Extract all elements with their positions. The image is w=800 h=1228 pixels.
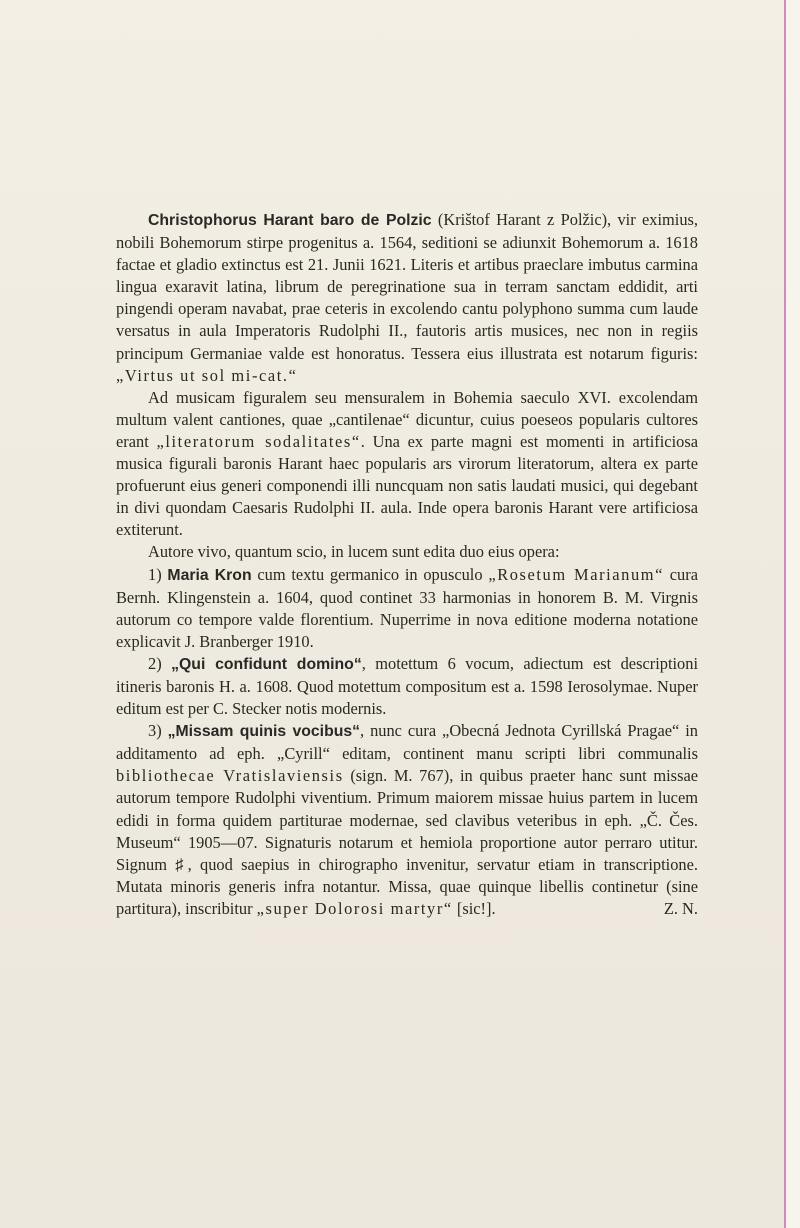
page-margin xyxy=(786,0,800,1228)
item-text-a: , nunc cura „Obecná Jednota Cyrillská Pragae“ in additamento ad eph. „Cyrill“ editam, continent manu scripti libri communalis xyxy=(116,721,698,764)
document-body xyxy=(116,209,698,920)
list-item-maria-kron xyxy=(116,564,698,653)
cantiones-text-a: Ad musicam figuralem seu mensuralem in Bohemia saeculo XVI. excolendam multum valent cantiones, quae „cantilenae“ dicuntur, cuius poeseos popularis cultores erant xyxy=(116,387,698,451)
paragraph-intro xyxy=(116,209,698,387)
cantiones-text-b: . Una ex parte magni est momenti in artificiosa musica figurali baronis Harant haec popularis ars virorum literatorum, altera ex parte profuerunt eius generi componendi illi nuncquam non satis laudati musici, qui degebant in divi quondam Caesaris Rudolphi II. aula. Inde opera baronis Harant vere artificiosa extiterunt. xyxy=(116,431,698,540)
motto: „Virtus ut sol mi-cat.“ xyxy=(116,365,298,385)
rosetum-title: „Rosetum Marianum“ xyxy=(488,564,665,584)
paragraph-opera: Autore vivo, quantum scio, in lucem sunt edita duo eius opera: xyxy=(148,542,560,562)
work-title: „Missam quinis vocibus“ xyxy=(167,723,361,741)
paragraph-cantiones xyxy=(116,387,698,542)
signature: Z. N. xyxy=(663,899,698,918)
list-item-qui-confidunt xyxy=(116,653,698,720)
author-name: Christophorus Harant baro de Polzic xyxy=(148,212,432,229)
work-title: Maria Kron xyxy=(167,566,252,584)
item-text-b: cura Bernh. Klingenstein a. 1604, quod continet 33 harmonias in honorem B. M. Virgnis autorum co tempore valde florentium. Nuperrime in nova editione moderna notatione explicavit J. Branberger 1910. xyxy=(116,564,698,651)
item-text-c: [sic!]. xyxy=(452,898,496,918)
page-edge-line xyxy=(784,0,786,1228)
missa-title: „super Dolorosi martyr“ xyxy=(256,898,453,918)
item-number: 2) xyxy=(148,653,172,673)
item-text-b: , motettum 6 vocum, adiectum est descriptioni itineris baronis H. a. 1608. Quod motettum compositum est a. 1598 Ierosolymae. Nuper editum est per C. Stecker notis modernis. xyxy=(116,653,698,719)
item-number: 1) xyxy=(148,564,168,584)
item-number: 3) xyxy=(148,721,168,741)
bibliotheca: bibliothecae Vratislaviensis xyxy=(116,766,344,786)
intro-text: (Krištof Harant z Polžic), vir eximius, nobili Bohemorum stirpe progenitus a. 1564, seditioni se adiunxit Bohemorum a. 1618 factae et gladio extinctus est 21. Junii 1621. Literis et artibus praeclare imbutus carmina lingua exaravit latina, librum de peregrinatione sua in terram sanctam eddidit, arti pingendi operam navabat, prae ceteris in excolendo cantu polyphono summa cum laude versatus in aula Imperatoris Rudolphi II., fautoris artis musices, nec non in regiis principum Germaniae valde est honoratus. Tessera eius illustrata est notarum figuris: xyxy=(116,210,698,363)
work-title: „Qui confidunt domino“ xyxy=(171,655,362,673)
list-item-missa xyxy=(116,720,698,920)
item-text-b: (sign. M. 767), in quibus praeter hanc sunt missae autorum tempore Rudolphi viventium. Primum maiorem missae huius partem in lucem edidi in forma quidem partiturae modernae, sed clavibus veteribus in eph. „Č. Čes. Museum“ 1905—07. Signaturis notarum et hemiola proportione autor perraro utitur. Signum ♯, quod saepius in chirographo invenitur, servatur etiam in transcriptione. Mutata minoris generis infra notantur. Missa, quae quinque libellis continetur (sine partitura), inscribitur xyxy=(116,766,698,918)
sodalitates: „literatorum sodalitates“ xyxy=(156,431,361,451)
item-text-a: cum textu germanico in opusculo xyxy=(251,564,489,584)
